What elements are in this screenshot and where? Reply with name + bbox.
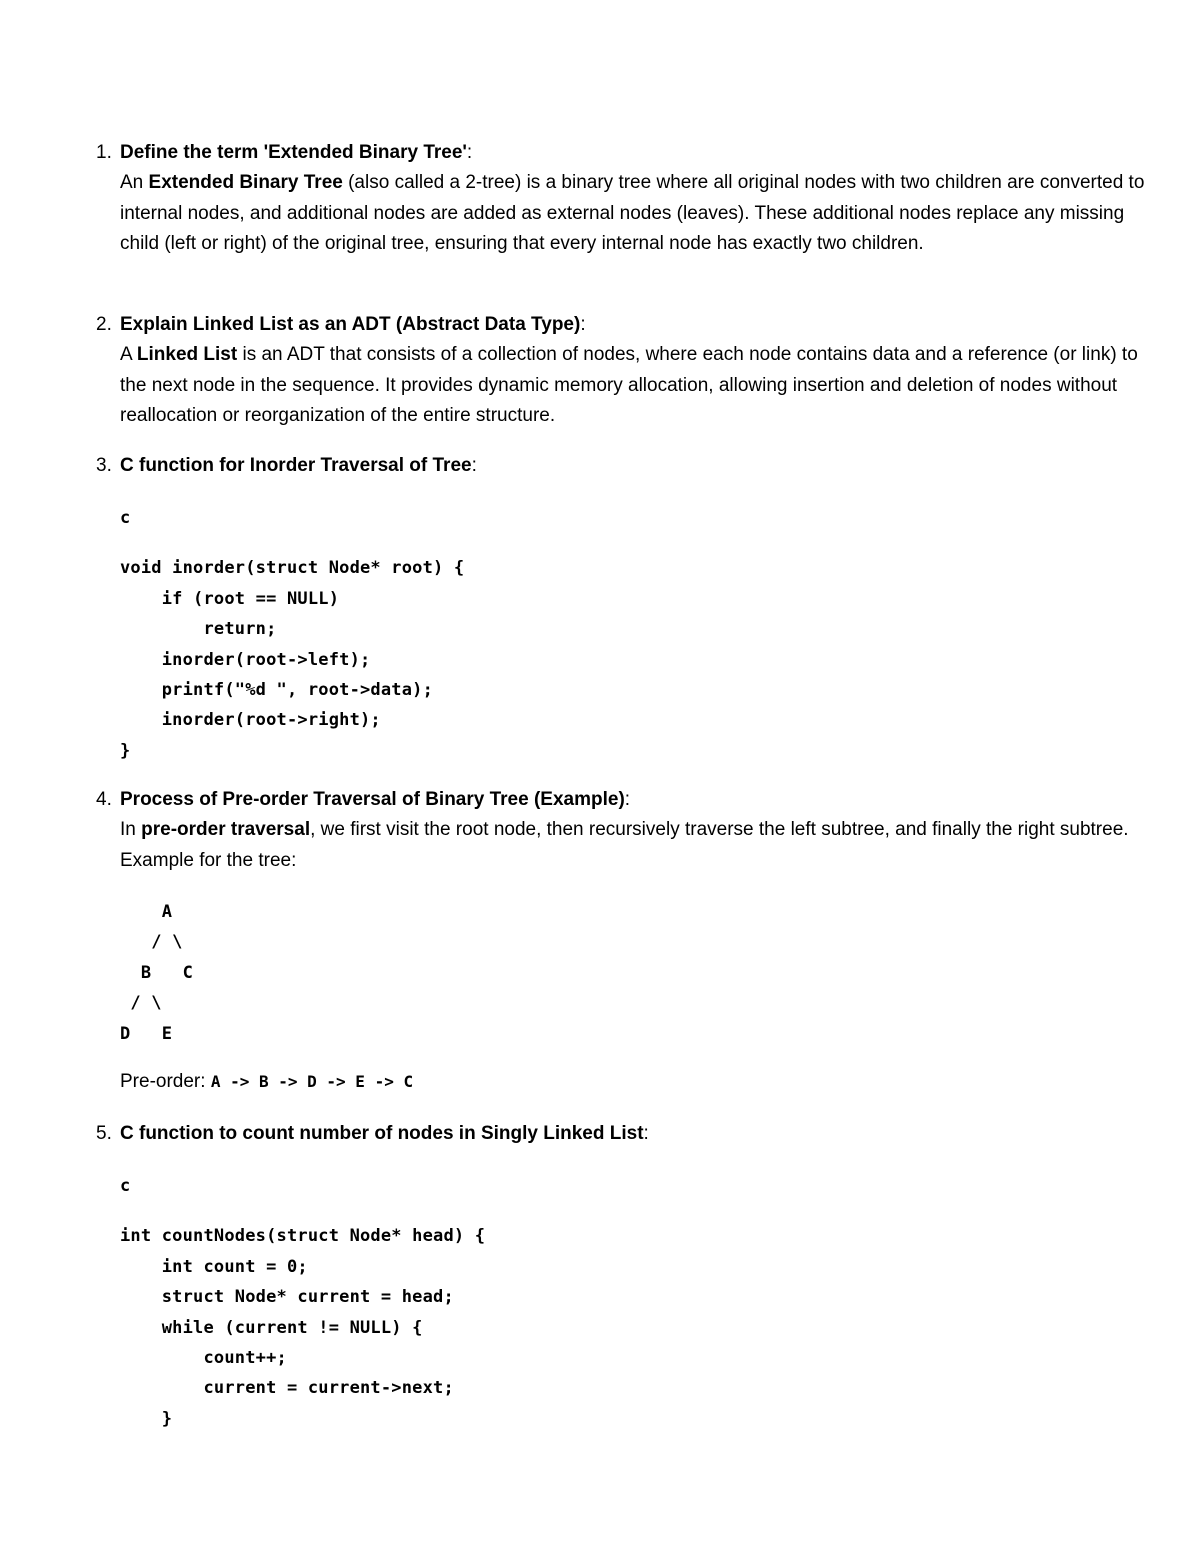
- item-number: 2.: [96, 314, 112, 335]
- question-heading: Process of Pre-order Traversal of Binary Tree (Example):: [120, 789, 631, 810]
- list-item-3: [96, 451, 1150, 766]
- answer-paragraph: A Linked List is an ADT that consists of a collection of nodes, where each node contains data and a reference (or link) to the next node in the sequence. It provides dynamic memory allocation, allowing insertion and deletion of nodes without reallocation or reorganization of the entire structure.: [120, 344, 1138, 426]
- code-block: void inorder(struct Node* root) { if (root == NULL) return; inorder(root->left); printf("%d ", root->data); inorder(root->right); }: [120, 558, 465, 761]
- item-number: 3.: [96, 455, 112, 476]
- code-block: int countNodes(struct Node* head) { int count = 0; struct Node* current = head; while (current != NULL) { count++; current = current->next; }: [120, 1226, 486, 1429]
- item-number: 5.: [96, 1123, 112, 1144]
- answer-paragraph: An Extended Binary Tree (also called a 2-tree) is a binary tree where all original nodes with two children are converted to internal nodes, and additional nodes are added as external nodes (leaves). These additional nodes replace any missing child (left or right) of the original tree, ensuring that every internal node has exactly two children.: [120, 172, 1145, 254]
- question-heading: Define the term 'Extended Binary Tree':: [120, 142, 473, 163]
- code-language-label: c: [120, 1176, 131, 1196]
- list-item-2: [96, 310, 1150, 432]
- answer-paragraph: In pre-order traversal, we first visit the root node, then recursively traverse the left subtree, and finally the right subtree. Example for the tree:: [120, 819, 1129, 871]
- list-item-4: [96, 785, 1150, 1098]
- item-number: 1.: [96, 142, 112, 163]
- item-number: 4.: [96, 789, 112, 810]
- code-language-label: c: [120, 508, 131, 528]
- tree-diagram: A / \ B C / \ D E: [120, 902, 194, 1044]
- list-item-1: [96, 138, 1150, 260]
- question-heading: C function for Inorder Traversal of Tree:: [120, 455, 477, 476]
- preorder-result: Pre-order: A -> B -> D -> E -> C: [120, 1071, 414, 1093]
- list-item-5: [96, 1119, 1150, 1434]
- question-heading: C function to count number of nodes in Singly Linked List:: [120, 1123, 649, 1144]
- question-heading: Explain Linked List as an ADT (Abstract Data Type):: [120, 314, 586, 335]
